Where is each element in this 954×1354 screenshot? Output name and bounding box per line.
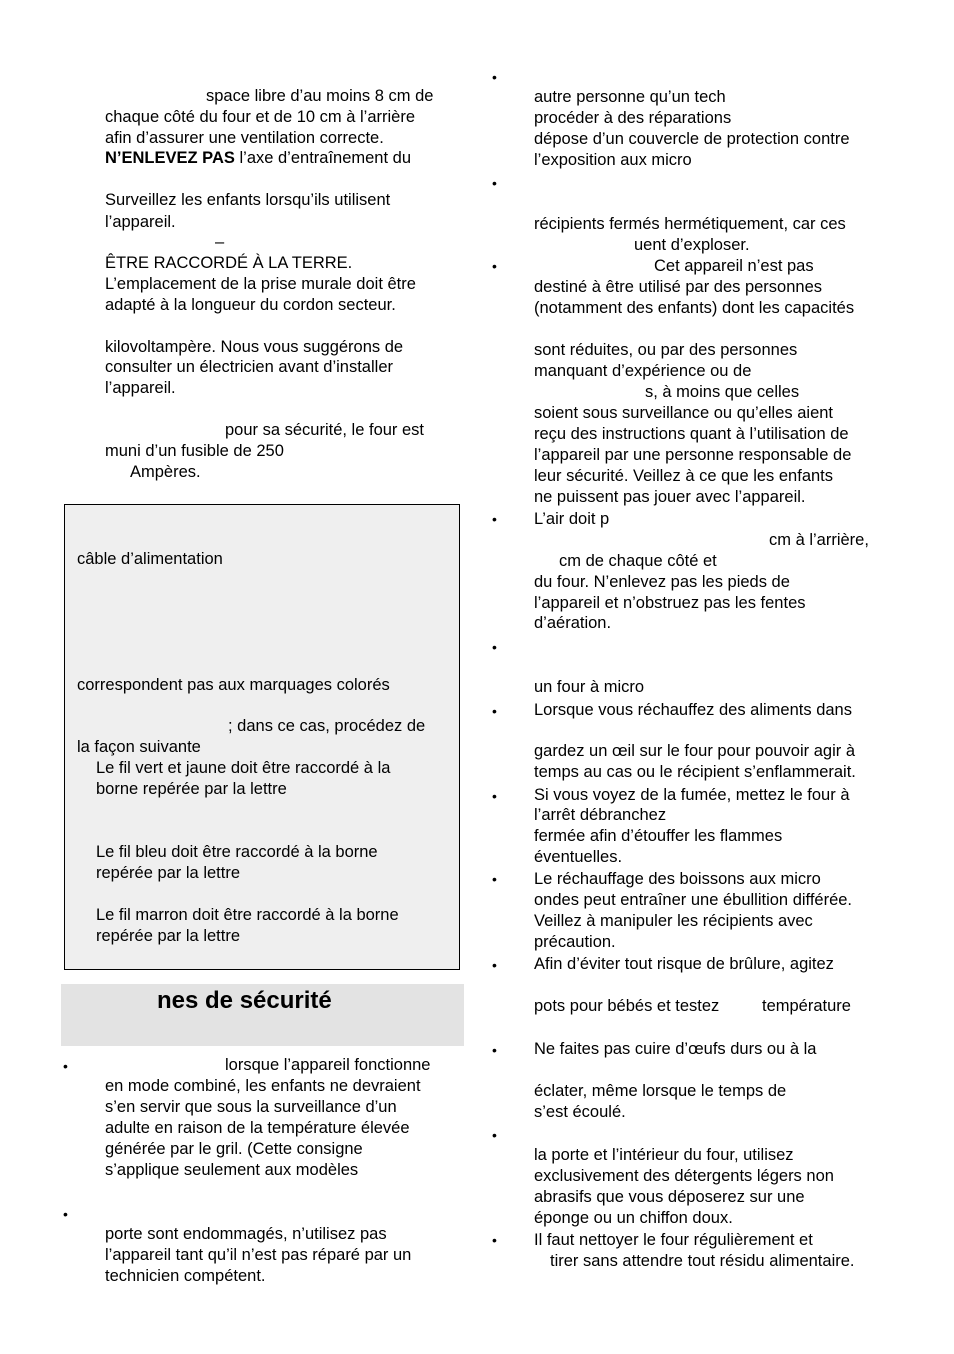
- text-line: Lorsque vous réchauffez des aliments dans: [534, 701, 852, 719]
- bullet-icon: •: [492, 703, 497, 719]
- text-line: autre personne qu’un tech: [534, 88, 726, 106]
- text-line: ; dans ce cas, procédez de: [228, 717, 426, 735]
- bullet-icon: •: [492, 511, 497, 527]
- text-line: exclusivement des détergents légers non: [534, 1167, 834, 1185]
- text-line: un four à micro: [534, 678, 645, 696]
- bullet-icon: •: [492, 258, 497, 274]
- text-line: –: [215, 233, 225, 251]
- text-line: abrasifs que vous déposerez sur une: [534, 1188, 805, 1206]
- text-line: gardez un œil sur le four pour pouvoir agir à: [534, 742, 855, 760]
- section-title: nes de sécurité: [157, 987, 332, 1014]
- bullet-icon: •: [492, 957, 497, 973]
- text-line: temps au cas ou le récipient s’enflammerait.: [534, 763, 856, 781]
- text-line: l’exposition aux micro: [534, 151, 692, 169]
- text-line: repérée par la lettre: [96, 864, 240, 882]
- text-line: Surveillez les enfants lorsqu’ils utilisent: [105, 191, 391, 209]
- text-line: précaution.: [534, 933, 616, 951]
- text-line: Le fil vert et jaune doit être raccordé à la: [96, 759, 391, 777]
- text-line: l’appareil.: [105, 379, 176, 397]
- text-line: manquant d’expérience ou de: [534, 362, 752, 380]
- text-line: kilovoltampère. Nous vous suggérons de: [105, 338, 404, 356]
- text-line: borne repérée par la lettre: [96, 780, 287, 798]
- text-line: Cet appareil n’est pas: [654, 257, 814, 275]
- bullet-icon: •: [492, 788, 497, 804]
- text-line: [105, 148, 411, 169]
- text-line: afin d’assurer une ventilation correcte.: [105, 129, 384, 147]
- text-line: ÊTRE RACCORDÉ À LA TERRE.: [105, 254, 353, 272]
- text-line: adulte en raison de la température élevée: [105, 1119, 410, 1137]
- bullet-icon: •: [492, 639, 497, 655]
- bullet-icon: •: [492, 871, 497, 887]
- text-line: porte sont endommagés, n’utilisez pas: [105, 1225, 387, 1243]
- text-line: Ampères.: [130, 463, 201, 481]
- text-line: l’appareil et n’obstruez pas les fentes: [534, 594, 806, 612]
- text-line: uent d’exploser.: [634, 236, 750, 254]
- bullet-icon: •: [492, 69, 497, 85]
- text-line: chaque côté du four et de 10 cm à l’arrière: [105, 108, 416, 126]
- text-line: température: [762, 997, 851, 1015]
- text-line: en mode combiné, les enfants ne devraient: [105, 1077, 421, 1095]
- text-line: l’appareil par une personne responsable de: [534, 446, 852, 464]
- text-fragment: l’axe d’entraînement du: [239, 149, 412, 167]
- text-line: leur sécurité. Veillez à ce que les enfants: [534, 467, 834, 485]
- text-line: L’emplacement de la prise murale doit être: [105, 275, 416, 293]
- text-line: Le fil bleu doit être raccordé à la borne: [96, 843, 378, 861]
- text-line: procéder à des réparations: [534, 109, 732, 127]
- text-line: adapté à la longueur du cordon secteur.: [105, 296, 396, 314]
- text-line: space libre d’au moins 8 cm de: [206, 87, 434, 105]
- text-line: cm de chaque côté et: [559, 552, 717, 570]
- text-line: lorsque l’appareil fonctionne: [225, 1056, 431, 1074]
- text-line: (notamment des enfants) dont les capacités: [534, 299, 855, 317]
- text-line: ondes peut entraîner une ébullition différée.: [534, 891, 853, 909]
- text-line: Le réchauffage des boissons aux micro: [534, 870, 821, 888]
- text-line: Afin d’éviter tout risque de brûlure, agitez: [534, 955, 834, 973]
- text-line: soient sous surveillance ou qu’elles aient: [534, 404, 834, 422]
- text-line: du four. N’enlevez pas les pieds de: [534, 573, 790, 591]
- text-line: Ne faites pas cuire d’œufs durs ou à la: [534, 1040, 817, 1058]
- text-line: éponge ou un chiffon doux.: [534, 1209, 733, 1227]
- text-line: cm à l’arrière,: [769, 531, 869, 549]
- text-line: Si vous voyez de la fumée, mettez le four à: [534, 786, 850, 804]
- text-line: technicien compétent.: [105, 1267, 266, 1285]
- text-line: la porte et l’intérieur du four, utilisez: [534, 1146, 794, 1164]
- text-line: s’est écoulé.: [534, 1103, 626, 1121]
- bullet-icon: •: [492, 1127, 497, 1143]
- text-line: l’appareil.: [105, 213, 176, 231]
- text-line: générée par le gril. (Cette consigne: [105, 1140, 363, 1158]
- bullet-icon: •: [492, 1042, 497, 1058]
- text-line: éclater, même lorsque le temps de: [534, 1082, 787, 1100]
- bullet-icon: •: [492, 175, 497, 191]
- text-line: Veillez à manipuler les récipients avec: [534, 912, 813, 930]
- text-line: l’appareil tant qu’il n’est pas réparé par un: [105, 1246, 412, 1264]
- text-line: d’aération.: [534, 614, 612, 632]
- text-line: pots pour bébés et testez: [534, 997, 720, 1015]
- text-line: repérée par la lettre: [96, 927, 240, 945]
- text-line: destiné à être utilisé par des personnes: [534, 278, 823, 296]
- text-line: fermée afin d’étouffer les flammes: [534, 827, 783, 845]
- text-line: reçu des instructions quant à l’utilisation de: [534, 425, 849, 443]
- text-line: éventuelles.: [534, 848, 623, 866]
- text-line: L’air doit p: [534, 510, 610, 528]
- warning-bold-text: N’ENLEVEZ PAS: [105, 149, 235, 167]
- text-line: l’arrêt débranchez: [534, 806, 667, 824]
- text-line: tirer sans attendre tout résidu alimentaire.: [550, 1252, 855, 1270]
- bullet-icon: •: [63, 1058, 68, 1074]
- text-line: la façon suivante: [77, 738, 201, 756]
- text-line: correspondent pas aux marquages colorés: [77, 676, 390, 694]
- text-line: Le fil marron doit être raccordé à la borne: [96, 906, 399, 924]
- text-line: câble d’alimentation: [77, 550, 223, 568]
- text-line: s’en servir que sous la surveillance d’un: [105, 1098, 397, 1116]
- bullet-icon: •: [492, 1232, 497, 1248]
- text-line: ne puissent pas jouer avec l’appareil.: [534, 488, 806, 506]
- text-line: Il faut nettoyer le four régulièrement et: [534, 1231, 813, 1249]
- text-line: muni d’un fusible de 250: [105, 442, 284, 460]
- bullet-icon: •: [63, 1206, 68, 1222]
- text-line: sont réduites, ou par des personnes: [534, 341, 798, 359]
- text-line: s, à moins que celles: [645, 383, 800, 401]
- text-line: consulter un électricien avant d’installer: [105, 358, 393, 376]
- text-line: récipients fermés hermétiquement, car ces: [534, 215, 846, 233]
- text-line: pour sa sécurité, le four est: [225, 421, 425, 439]
- text-line: dépose d’un couvercle de protection contre: [534, 130, 850, 148]
- text-line: s’applique seulement aux modèles: [105, 1161, 359, 1179]
